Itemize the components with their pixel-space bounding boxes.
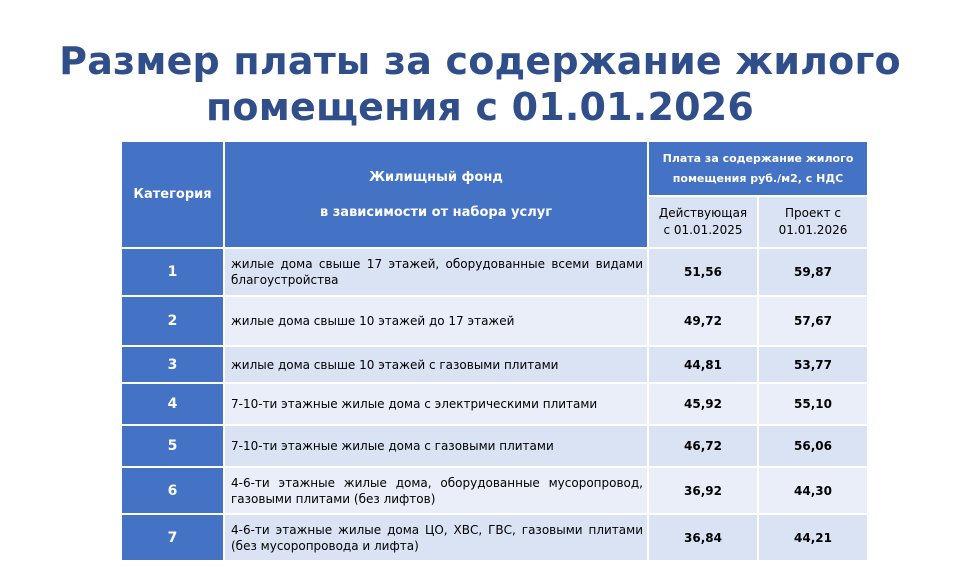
header-fund-line-2: в зависимости от набора услуг — [320, 204, 552, 220]
table-header-row — [121, 141, 868, 196]
category-cell: 3 — [121, 346, 224, 383]
header-housing-fund — [224, 141, 648, 248]
header-fund-line-1: Жилищный фонд — [369, 169, 503, 185]
current-fee-cell: 36,92 — [648, 467, 758, 514]
project-fee-cell: 56,06 — [758, 425, 868, 467]
header-current-line-2: с 01.01.2025 — [663, 223, 743, 237]
description-cell: 7-10-ти этажные жилые дома с газовыми плитами — [224, 425, 648, 467]
category-cell: 7 — [121, 514, 224, 561]
description-cell: 4-6-ти этажные жилые дома, оборудованные мусоропровод, газовыми плитами (без лифтов) — [224, 467, 648, 514]
current-fee-cell: 49,72 — [648, 296, 758, 346]
table-row — [121, 467, 868, 514]
category-cell: 6 — [121, 467, 224, 514]
current-fee-cell: 44,81 — [648, 346, 758, 383]
description-cell: 4-6-ти этажные жилые дома ЦО, ХВС, ГВС, газовыми плитами (без мусоропровода и лифта) — [224, 514, 648, 561]
table-row — [121, 514, 868, 561]
header-current — [648, 196, 758, 248]
project-fee-cell: 59,87 — [758, 248, 868, 296]
header-project — [758, 196, 868, 248]
header-fee — [648, 141, 868, 196]
category-cell: 2 — [121, 296, 224, 346]
page-title-line-1: Размер платы за содержание жилого — [59, 39, 901, 83]
category-cell: 1 — [121, 248, 224, 296]
description-cell: 7-10-ти этажные жилые дома с электрическими плитами — [224, 383, 648, 425]
project-fee-cell: 57,67 — [758, 296, 868, 346]
current-fee-cell: 51,56 — [648, 248, 758, 296]
category-cell: 5 — [121, 425, 224, 467]
table-row — [121, 425, 868, 467]
header-fee-line-2: помещения руб./м2, с НДС — [672, 171, 844, 185]
description-cell: жилые дома свыше 17 этажей, оборудованные всеми видами благоустройства — [224, 248, 648, 296]
description-cell: жилые дома свыше 10 этажей до 17 этажей — [224, 296, 648, 346]
header-current-line-1: Действующая — [658, 206, 748, 220]
project-fee-cell: 44,30 — [758, 467, 868, 514]
table-row — [121, 248, 868, 296]
header-project-line-1: Проект с — [785, 206, 842, 220]
page-title-line-2: помещения с 01.01.2026 — [205, 85, 755, 129]
header-fee-line-1: Плата за содержание жилого — [662, 151, 854, 165]
current-fee-cell: 36,84 — [648, 514, 758, 561]
category-cell: 4 — [121, 383, 224, 425]
table-row — [121, 346, 868, 383]
current-fee-cell: 45,92 — [648, 383, 758, 425]
description-cell: жилые дома свыше 10 этажей с газовыми плитами — [224, 346, 648, 383]
tariff-table — [120, 140, 869, 562]
project-fee-cell: 44,21 — [758, 514, 868, 561]
page-title — [0, 38, 960, 130]
current-fee-cell: 46,72 — [648, 425, 758, 467]
project-fee-cell: 55,10 — [758, 383, 868, 425]
header-project-line-2: 01.01.2026 — [778, 223, 848, 237]
project-fee-cell: 53,77 — [758, 346, 868, 383]
table-row — [121, 296, 868, 346]
table-row — [121, 383, 868, 425]
header-category: Категория — [121, 141, 224, 248]
